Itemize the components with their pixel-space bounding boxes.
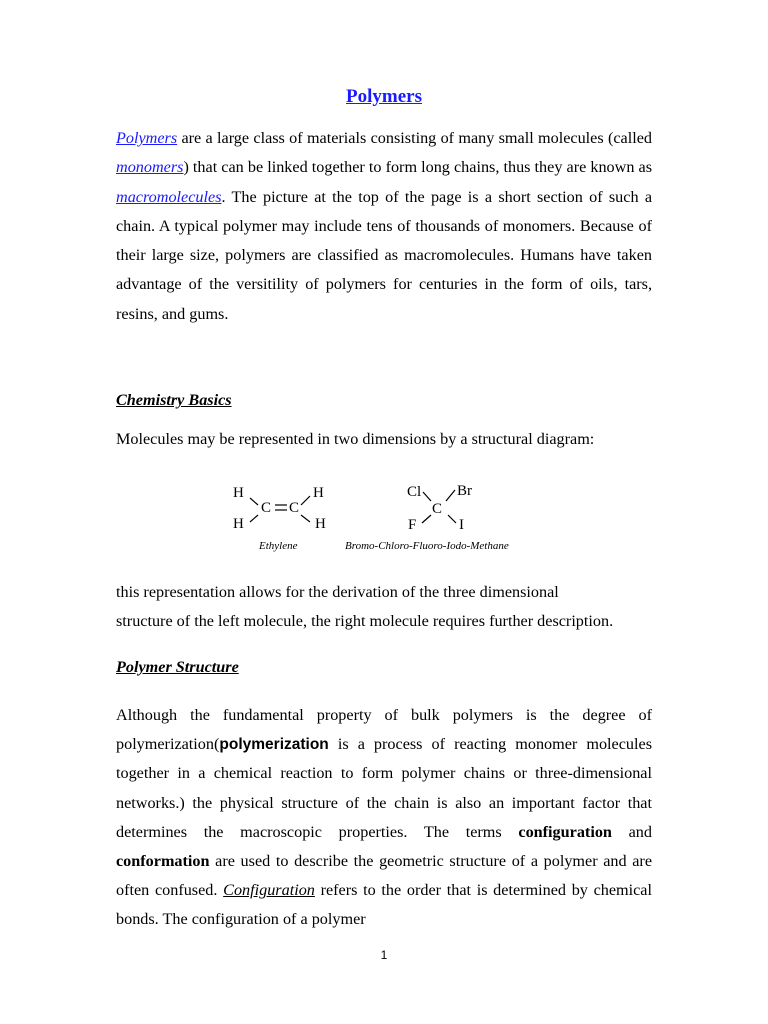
bond-c-h-top-right (301, 496, 310, 505)
ps-bold-conformation: conformation (116, 852, 210, 871)
ps-text-3: and (611, 822, 652, 841)
bcfim-atom-c: C (432, 501, 443, 517)
ps-text-2: is a process of reacting monomer molecules together in a chemical reaction to form polymer chains or three-dimensional networks.) the physical structure of the chain is also an important factor that determines the macroscopic properties. The terms (116, 735, 652, 841)
bcfim-atom-br: Br (457, 483, 472, 499)
ps-bold-polymerization: polymerization (219, 736, 329, 754)
caption-bcfim: Bromo-Chloro-Fluoro-Iodo-Methane (345, 540, 509, 552)
section-heading-chemistry-basics: Chemistry Basics (116, 391, 232, 409)
bcfim-atom-i: I (459, 517, 464, 533)
page-number: 1 (380, 948, 388, 962)
ps-bold-configuration: configuration (518, 822, 612, 841)
ps-text-5: refers to the order that is determined by chemical bonds. The configuration of a polymer (116, 881, 652, 929)
ps-text-4: are used to describe the geometric structure of a polymer and are often confused. (116, 852, 652, 900)
bond-h-c-bottom-left (250, 515, 258, 522)
ps-em-configuration: Configuration (223, 881, 315, 900)
ethylene-atom-c-left: C (261, 500, 272, 516)
ps-text-1: Although the fundamental property of bulk polymers is the degree of polymerization( (116, 706, 652, 754)
ethylene-atom-h-top-left: H (233, 485, 244, 501)
bond-cl-c (423, 492, 431, 501)
bond-f-c (422, 515, 431, 523)
section-heading-polymer-structure: Polymer Structure (116, 658, 239, 676)
ethylene-atom-h-bottom-left: H (233, 516, 244, 532)
link-polymers[interactable]: Polymers (116, 129, 178, 147)
polymer-structure-paragraph (116, 701, 652, 935)
link-monomers[interactable]: monomers (116, 158, 184, 177)
bond-br-c (446, 490, 455, 501)
after-figure-line-2: structure of the left molecule, the right molecule requires further description. (116, 612, 614, 630)
intro-text-1: are a large class of materials consisting of many small molecules (called (177, 129, 652, 147)
ethylene-atom-c-right: C (289, 500, 300, 516)
link-macromolecules[interactable]: macromolecules (116, 187, 222, 206)
after-figure-line-1: this representation allows for the derivation of the three dimensional (116, 583, 559, 601)
bond-i-c (448, 515, 456, 523)
structural-diagram (225, 478, 555, 536)
ethylene-atom-h-bottom-right: H (315, 516, 326, 532)
bond-h-c-top-left (250, 498, 258, 505)
structural-diagram-figure (225, 478, 555, 558)
bcfim-atom-cl: Cl (407, 484, 422, 500)
intro-text-3: . The picture at the top of the page is a short section of such a chain. A typical polymer may include tens of thousands of monomers. Because of their large size, polymers are classified as macromolecules. Humans have taken advantage of the versitility of polymers for centuries in the form of oils, tars, resins, and gums. (116, 187, 652, 323)
page-title: Polymers (346, 86, 422, 107)
intro-text-2: ) that can be linked together to form long chains, thus they are known as (183, 158, 652, 177)
bcfim-atom-f: F (408, 517, 417, 533)
chem-basics-text: Molecules may be represented in two dimensions by a structural diagram: (116, 430, 595, 448)
ethylene-bonds (250, 496, 310, 522)
intro-paragraph (116, 124, 652, 329)
caption-ethylene: Ethylene (259, 540, 298, 552)
bond-c-h-bottom-right (301, 515, 310, 522)
ethylene-atom-h-top-right: H (313, 485, 324, 501)
